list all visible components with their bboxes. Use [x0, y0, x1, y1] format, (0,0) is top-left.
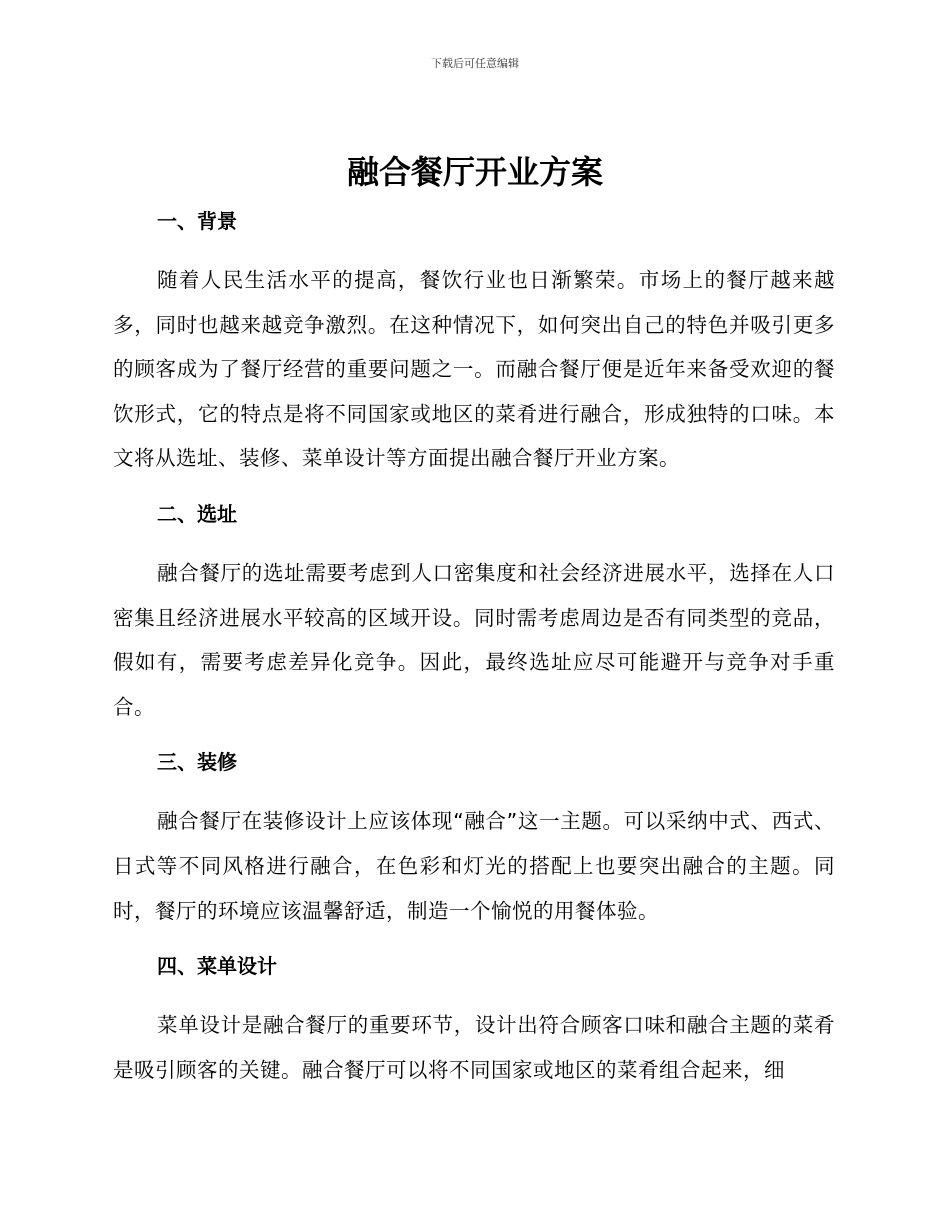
document-title: 融合餐厅开业方案 [346, 153, 603, 191]
document-body [113, 203, 835, 1107]
section-paragraph: 融合餐厅的选址需要考虑到人口密集度和社会经济进展水平，选择在人口密集且经济进展水平较高的区域开设。同时需考虑周边是否有同类型的竞品，假如有，需要考虑差异化竞争。因此，最终选址应尽可能避开与竞争对手重合。 [113, 560, 835, 719]
section-heading: 一、背景 [157, 209, 237, 233]
section-heading: 三、装修 [157, 750, 237, 775]
page-header-note: 下载后可任意编辑 [431, 57, 519, 70]
section-paragraph: 菜单设计是融合餐厅的重要环节，设计出符合顾客口味和融合主题的菜肴是吸引顾客的关键。融合餐厅可以将不同国家或地区的菜肴组合起来，细 [113, 1013, 835, 1082]
section-heading: 二、选址 [157, 501, 237, 526]
section-heading: 四、菜单设计 [157, 954, 277, 979]
section-background [113, 203, 835, 481]
section-site-selection [113, 496, 835, 729]
section-menu-design [113, 948, 835, 1092]
section-paragraph: 融合餐厅在装修设计上应该体现“融合”这一主题。可以采纳中式、西式、日式等不同风格进行融合，在色彩和灯光的搭配上也要突出融合的主题。同时，餐厅的环境应该温馨舒适，制造一个愉悦的用餐体验。 [113, 809, 835, 923]
section-decoration [113, 744, 835, 933]
section-paragraph: 随着人民生活水平的提高，餐饮行业也日渐繁荣。市场上的餐厅越来越多，同时也越来越竞争激烈。在这种情况下，如何突出自己的特色并吸引更多的顾客成为了餐厅经营的重要问题之一。而融合餐厅便是近年来备受欢迎的餐饮形式，它的特点是将不同国家或地区的菜肴进行融合，形成独特的口味。本文将从选址、装修、菜单设计等方面提出融合餐厅开业方案。 [113, 268, 835, 471]
